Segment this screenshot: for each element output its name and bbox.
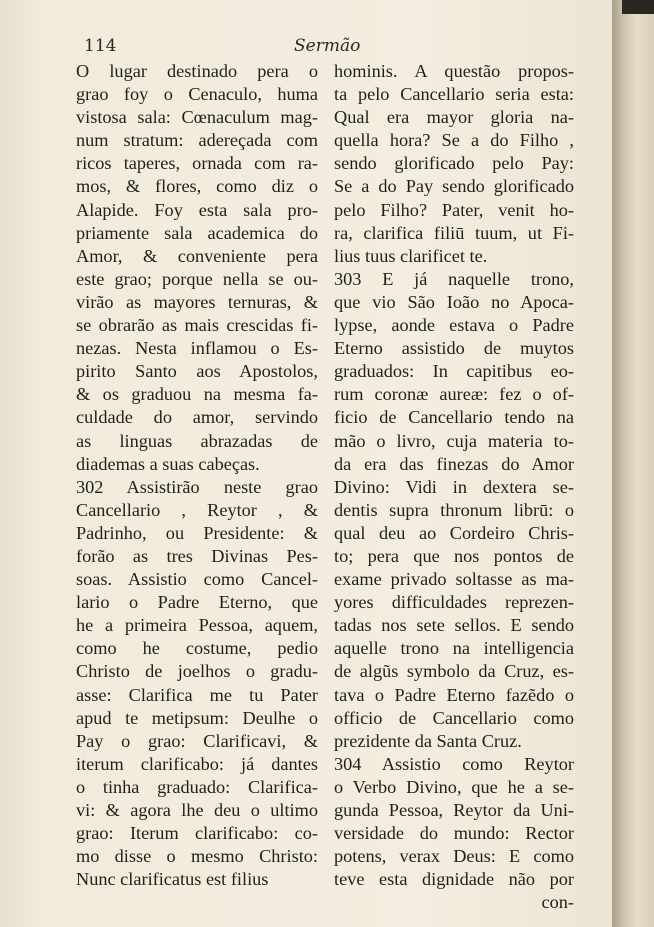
text-line: to; pera que nos pontos de <box>334 545 574 566</box>
text-line: pelo Filho? Pater, venit ho- <box>334 199 574 220</box>
text-line: pirito Santo aos Apostolos, <box>76 361 318 382</box>
text-line: O lugar destinado pera o <box>76 61 318 81</box>
text-line: vistosa sala: Cœnaculum mag- <box>76 107 318 128</box>
text-line: diademas a suas cabeças. <box>76 453 260 474</box>
text-line: 304 Assistio como Reytor <box>334 753 574 774</box>
text-line: Eterno assistido de muytos <box>334 338 574 359</box>
text-line: como he costume, pedio <box>76 638 318 659</box>
text-line: sendo glorificado pelo Pay: <box>334 153 574 174</box>
text-line: Se a do Pay sendo glorificado <box>334 176 574 197</box>
text-line: soas. Assistio como Cancel- <box>76 569 318 590</box>
text-line: exame privado soltasse as ma- <box>334 569 574 590</box>
text-line: Nunc clarificatus est filius <box>76 869 269 890</box>
text-line: 303 E já naquelle trono, <box>334 268 574 289</box>
text-line: nezas. Nesta inflamou o Es- <box>76 338 318 359</box>
text-line: hominis. A questão propos- <box>334 61 574 81</box>
text-line: o tinha graduado: Clarifica- <box>76 776 318 797</box>
text-line: quella hora? Se a do Filho , <box>334 130 574 151</box>
page-number: 114 <box>84 36 117 56</box>
text-line: da era das finezas do Amor <box>334 453 574 474</box>
right-text-column <box>334 60 574 914</box>
text-line: mo disse o mesmo Christo: <box>76 846 318 867</box>
text-line: Cancellario , Reytor , & <box>76 499 318 520</box>
text-line: dentis supra thronum librū: o <box>334 499 574 520</box>
text-line: Divino: Vidi in dextera se- <box>334 476 574 497</box>
text-line: de algũs symbolo da Cruz, es- <box>334 661 574 682</box>
text-line: tava o Padre Eterno fazẽdo o <box>334 684 574 705</box>
text-line: lius tuus clarificet te. <box>334 245 488 266</box>
text-line: grao foy o Cenaculo, huma <box>76 84 318 105</box>
text-line: apud te metipsum: Deulhe o <box>76 707 318 728</box>
text-line: graduados: In capitibus eo- <box>334 361 574 382</box>
text-line: priamente sala academica do <box>76 222 318 243</box>
text-line: Christo de joelhos o gradu- <box>76 661 318 682</box>
text-line: versidade do mundo: Rector <box>334 823 574 844</box>
text-line: este grao; porque nella se ou- <box>76 268 318 289</box>
text-line: potens, verax Deus: E como <box>334 846 574 867</box>
text-line: prezidente da Santa Cruz. <box>334 730 522 751</box>
text-line: ficio de Cancellario tendo na <box>334 407 574 428</box>
binding-shadow <box>622 0 654 14</box>
text-line: he a primeira Pessoa, aquem, <box>76 615 318 636</box>
text-line: tadas nos sete sellos. E sendo <box>334 615 574 636</box>
page-header <box>84 36 580 58</box>
text-line: as linguas abrazadas de <box>76 430 318 451</box>
text-line: ricos taperes, ornada com ra- <box>76 153 318 174</box>
text-line: Pay o grao: Clarificavi, & <box>76 730 318 751</box>
text-line: con- <box>541 892 574 913</box>
text-line: que vio São Ioão no Apoca- <box>334 291 574 312</box>
text-line: lario o Padre Eterno, que <box>76 592 318 613</box>
text-line: culdade do amor, servindo <box>76 407 318 428</box>
text-line: Padrinho, ou Presidente: & <box>76 522 318 543</box>
text-line: yores difficuldades reprezen- <box>334 592 574 613</box>
text-line: ra, clarifica filiū tuum, ut Fi- <box>334 222 574 243</box>
text-line: iterum clarificabo: já dantes <box>76 753 318 774</box>
text-line: asse: Clarifica me tu Pater <box>76 684 318 705</box>
left-text-column <box>76 60 318 891</box>
text-line: mos, & flores, como diz o <box>76 176 318 197</box>
text-line: 302 Assistirão neste grao <box>76 476 318 497</box>
text-line: officio de Cancellario como <box>334 707 574 728</box>
text-line: Qual era mayor gloria na- <box>334 107 574 128</box>
text-line: virão as mayores ternuras, & <box>76 291 318 312</box>
text-line: aquelle trono na intelligencia <box>334 638 574 659</box>
text-line: & os graduou na mesma fa- <box>76 384 318 405</box>
text-line: ta pelo Cancellario seria esta: <box>334 84 574 105</box>
text-line: o Verbo Divino, que he a se- <box>334 776 574 797</box>
text-line: Amor, & conveniente pera <box>76 245 318 266</box>
text-line: vi: & agora lhe deu o ultimo <box>76 800 318 820</box>
running-title: Sermão <box>294 36 361 56</box>
text-line: lypse, aonde estava o Padre <box>334 315 574 336</box>
text-line: se obrarão as mais crescidas fi- <box>76 315 318 336</box>
text-line: mão o livro, cuja materia to- <box>334 430 574 451</box>
text-line: forão as tres Divinas Pes- <box>76 545 318 566</box>
text-line: Alapide. Foy esta sala pro- <box>76 199 318 220</box>
text-line: gunda Pessoa, Reytor da Uni- <box>334 800 574 820</box>
text-line: rum coronæ aureæ: fez o of- <box>334 384 574 405</box>
text-line: teve esta dignidade não por <box>334 869 574 890</box>
text-line: num stratum: adereçada com <box>76 130 318 151</box>
text-line: grao: Iterum clarificabo: co- <box>76 823 318 844</box>
facing-page-edge <box>612 0 654 927</box>
text-line: qual deu ao Cordeiro Chris- <box>334 522 574 543</box>
